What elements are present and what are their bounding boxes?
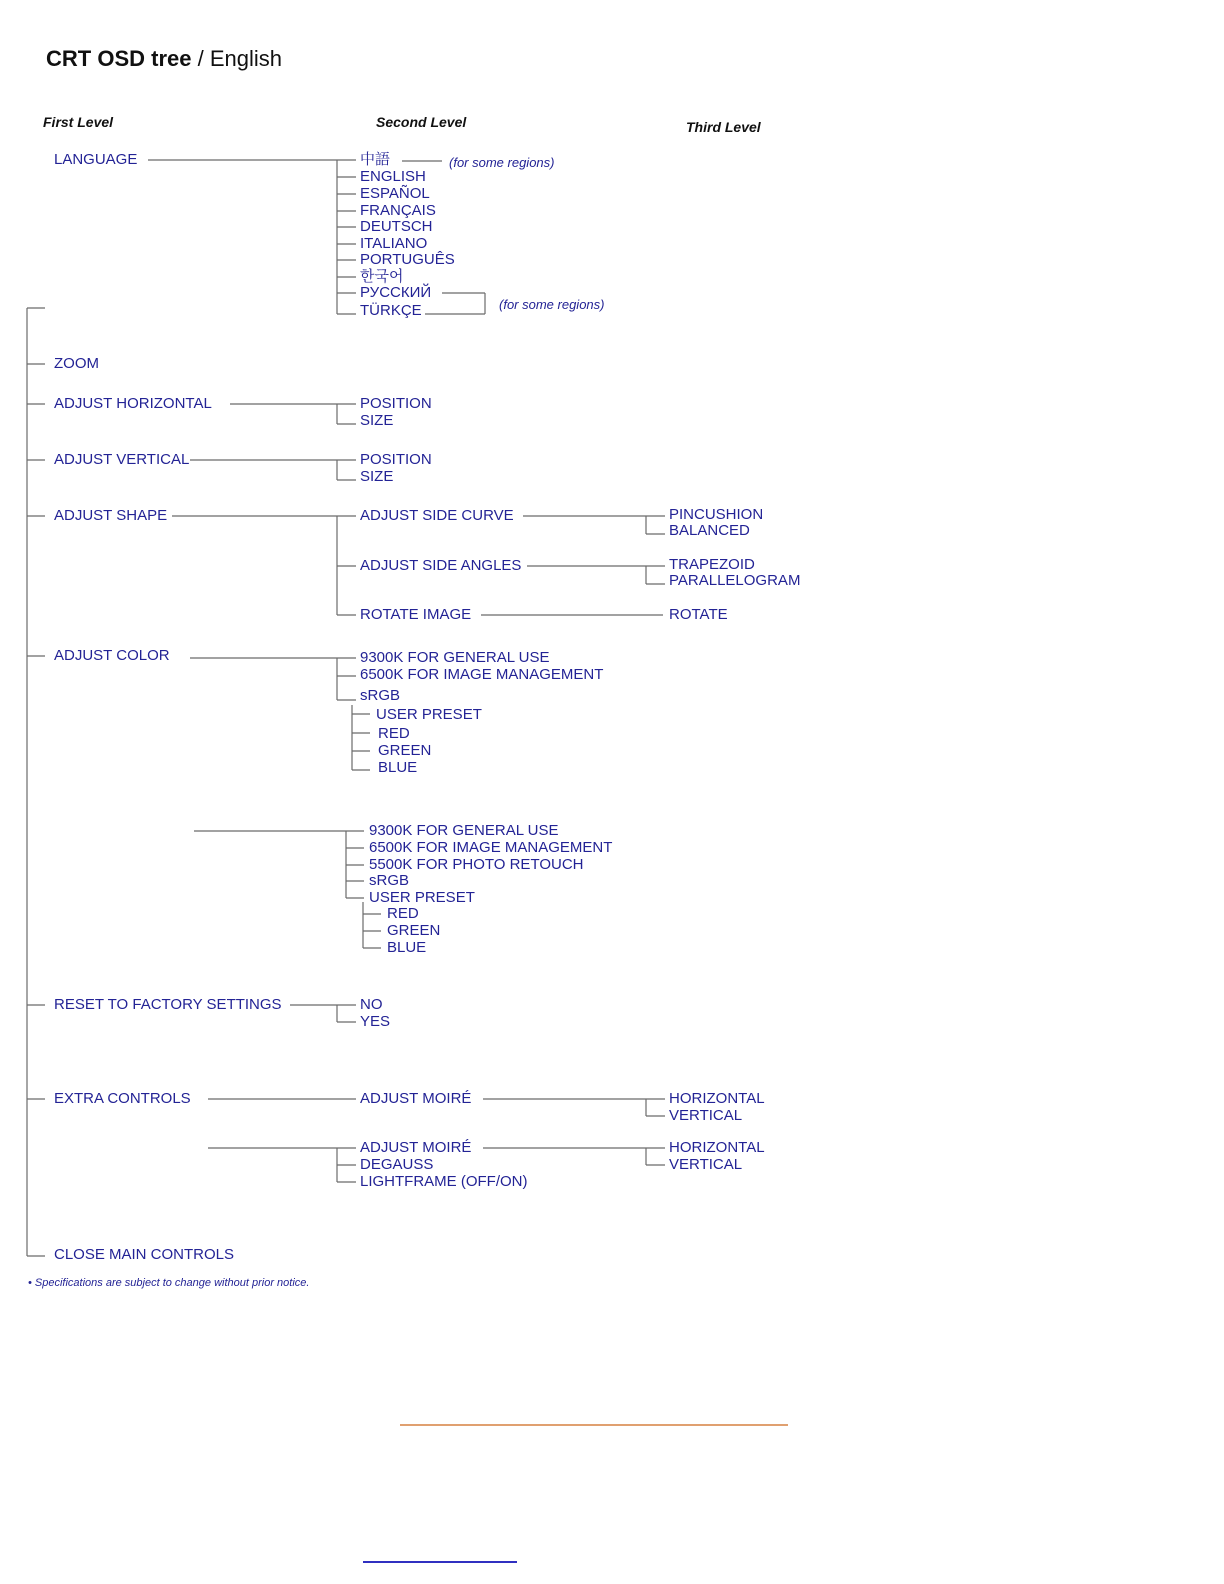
- trapezoid-item: TRAPEZOID: [669, 556, 755, 573]
- side-curve-node: ADJUST SIDE CURVE: [360, 507, 514, 524]
- language-option: FRANÇAIS: [360, 202, 436, 219]
- language-node: LANGUAGE: [54, 151, 138, 168]
- region-note: (for some regions): [499, 297, 605, 312]
- region-note: (for some regions): [449, 155, 555, 170]
- title-bold: CRT OSD tree: [46, 46, 192, 71]
- yes-item: YES: [360, 1013, 391, 1030]
- language-option: РУССКИЙ: [360, 284, 432, 301]
- rotate-image-node: ROTATE IMAGE: [360, 606, 472, 623]
- moire-horizontal-item: HORIZONTAL: [669, 1090, 765, 1107]
- degauss-item: DEGAUSS: [360, 1156, 434, 1173]
- zoom-node: ZOOM: [54, 355, 99, 372]
- color-temp-item: 9300K FOR GENERAL USE: [360, 649, 550, 666]
- side-angles-node: ADJUST SIDE ANGLES: [360, 557, 522, 574]
- language-option: PORTUGUÊS: [360, 251, 455, 268]
- color-temp-item: 6500K FOR IMAGE MANAGEMENT: [369, 839, 613, 856]
- green-item: GREEN: [378, 742, 432, 759]
- balanced-item: BALANCED: [669, 522, 750, 539]
- red-item: RED: [378, 725, 410, 742]
- parallelogram-item: PARALLELOGRAM: [669, 572, 801, 589]
- blue-item: BLUE: [387, 939, 427, 956]
- srgb-item: sRGB: [360, 687, 401, 704]
- footnote: • Specifications are subject to change without prior notice.: [28, 1277, 310, 1289]
- blue-item: BLUE: [378, 759, 418, 776]
- green-item: GREEN: [387, 922, 441, 939]
- user-preset-item: USER PRESET: [376, 706, 482, 723]
- user-preset-item: USER PRESET: [369, 889, 475, 906]
- close-main-controls-node: CLOSE MAIN CONTROLS: [54, 1246, 235, 1263]
- language-option: 한국어: [360, 268, 404, 285]
- language-option: DEUTSCH: [360, 218, 433, 235]
- title-rest: / English: [191, 46, 282, 71]
- language-option: 中語: [360, 151, 391, 168]
- lightframe-item: LIGHTFRAME (OFF/ON): [360, 1173, 528, 1190]
- srgb-item: sRGB: [369, 872, 410, 889]
- language-option: TÜRKÇE: [360, 302, 422, 319]
- reset-node: RESET TO FACTORY SETTINGS: [54, 996, 282, 1013]
- color-temp-item: 6500K FOR IMAGE MANAGEMENT: [360, 666, 604, 683]
- link-underline[interactable]: [363, 1561, 517, 1563]
- horizontal-size-item: SIZE: [360, 412, 394, 429]
- divider-rule: [400, 1424, 788, 1426]
- moire-vertical-item: VERTICAL: [669, 1107, 743, 1124]
- vertical-size-item: SIZE: [360, 468, 394, 485]
- red-item: RED: [387, 905, 419, 922]
- page-title: [46, 46, 282, 72]
- pincushion-item: PINCUSHION: [669, 506, 764, 523]
- color-temp-item: 5500K FOR PHOTO RETOUCH: [369, 856, 584, 873]
- third-level-header: Third Level: [686, 119, 761, 135]
- language-option: ITALIANO: [360, 235, 428, 252]
- horizontal-position-item: POSITION: [360, 395, 432, 412]
- language-option: ENGLISH: [360, 168, 426, 185]
- adjust-shape-node: ADJUST SHAPE: [54, 507, 168, 524]
- moire-vertical-item: VERTICAL: [669, 1156, 743, 1173]
- language-option: ESPAÑOL: [360, 185, 430, 202]
- adjust-moire-node: ADJUST MOIRÉ: [360, 1090, 472, 1107]
- vertical-position-item: POSITION: [360, 451, 432, 468]
- second-level-header: Second Level: [376, 114, 467, 130]
- moire-horizontal-item: HORIZONTAL: [669, 1139, 765, 1156]
- rotate-item: ROTATE: [669, 606, 728, 623]
- adjust-moire-node: ADJUST MOIRÉ: [360, 1139, 472, 1156]
- no-item: NO: [360, 996, 383, 1013]
- adjust-color-node: ADJUST COLOR: [54, 647, 170, 664]
- color-temp-item: 9300K FOR GENERAL USE: [369, 822, 559, 839]
- adjust-vertical-node: ADJUST VERTICAL: [54, 451, 190, 468]
- extra-controls-node: EXTRA CONTROLS: [54, 1090, 191, 1107]
- first-level-header: First Level: [43, 114, 114, 130]
- adjust-horizontal-node: ADJUST HORIZONTAL: [54, 395, 212, 412]
